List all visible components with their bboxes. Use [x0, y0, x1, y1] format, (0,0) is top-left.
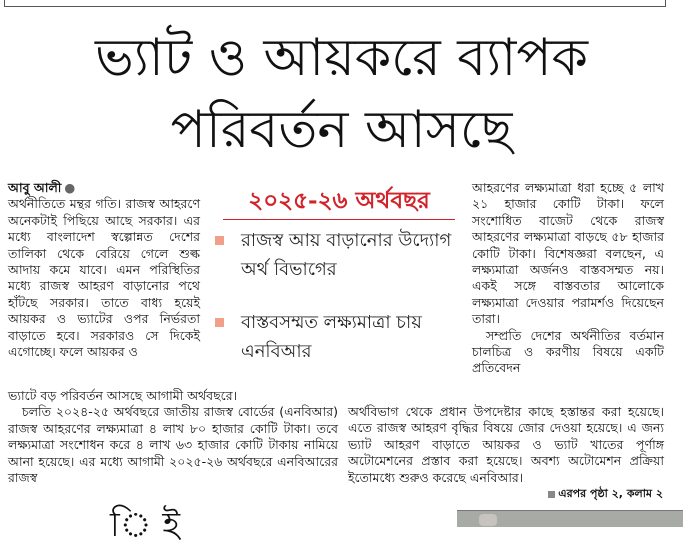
top-border [0, 0, 683, 14]
left-para-2: চলতি ২০২৪-২৫ অর্থবছরে জাতীয় রাজস্ব বোর্ডের (এনবিআর) রাজস্ব আহরণের লক্ষ্যমাত্রা ৪ লাখ ৮০ হাজার কোটি টাকা। তবে লক্ষ্যমাত্রা সংশোধন করে ৪ লাখ ৬৩ হাজার কোটি টাকায় নামিয়ে আনা হয়েছে। এর মধ্যে আগামী ২০২৫-২৬ অর্থবছরে এনবিআরের রাজস্ব [8, 404, 338, 486]
right-para-1: আহরণের লক্ষ্যমাত্রা ধরা হচ্ছে ৫ লাখ ২১ হাজার কোটি টাকা। ফলে সংশোধিত বাজেট থেকে রাজস্ব আহরণের লক্ষ্যমাত্রা বাড়ছে ৫৮ হাজার কোটি টাকা। বিশেষজ্ঞরা বলছেন, এ লক্ষ্যমাত্রা অর্জনও বাস্তবসম্মত নয়। একই সঙ্গে বাস্তবতার আলোকে লক্ষ্যমাত্রা দেওয়ার পরামর্শও দিয়েছেন তারা। [472, 180, 664, 327]
bullet-square-icon [215, 236, 224, 245]
next-article-photo [457, 510, 683, 527]
bullet-2-text: বাস্তবসম্মত লক্ষ্যমাত্রা চায় এনবিআর [241, 312, 422, 362]
left-para-1-tail: ভ্যাটে বড় পরিবর্তন আসছে আগামী অর্থবছরে। [8, 388, 238, 403]
bullet-square-icon [215, 318, 224, 327]
bullet-1-text: রাজস্ব আয় বাড়ানোর উদ্যোগ অর্থ বিভাগের [241, 230, 452, 280]
fiscal-year-heading: ২০২৫-২৬ অর্থবছর [213, 182, 465, 222]
right-column [472, 180, 664, 377]
continue-square-icon [548, 491, 555, 498]
byline: আবু আলী ● [8, 180, 76, 195]
right-para-2-tail: অর্থবিভাগ থেকে প্রধান উপদেষ্টার কাছে হস্তান্তর করা হয়েছে। এতে রাজস্ব আহরণ বৃদ্ধির বিষয়ে জোর দেওয়া হয়েছে। এ জন্য ভ্যাট আহরণ বাড়াতে আয়কর ও ভ্যাট খাতের পূর্ণাঙ্গ অটোমেশনের প্রস্তাব করা হয়েছে। অবশ্য অটোমেশন প্রক্রিয়া ইতোমধ্যে শুরুও করেছে এনবিআর। [348, 404, 664, 485]
left-column-wide [8, 388, 338, 486]
continued-note[interactable]: এরপর পৃষ্ঠা ২, কলাম ২ [548, 485, 663, 504]
headline-line-2: পরিবর্তন আসছে [170, 100, 513, 160]
byline-dot-icon: ● [64, 180, 76, 195]
next-article-headline: ি ই [110, 505, 181, 545]
headline-line-1: ভ্যাট ও আয়করে ব্যাপক [94, 28, 589, 88]
right-column-wide [348, 404, 664, 486]
right-para-2: সম্প্রতি দেশের অর্থনীতির বর্তমান চালচিত্র ও করণীয় বিষয়ে একটি প্রতিবেদন [472, 327, 664, 376]
left-column [8, 180, 200, 360]
left-para-1: অর্থনীতিতে মন্থর গতি। রাজস্ব আহরণে অনেকটাই পিছিয়ে আছে সরকার। এর মধ্যে বাংলাদেশ স্বল্পোন্নত দেশের তালিকা থেকে বেরিয়ে গেলে শুল্ক আদায় কমে যাবে। এমন পরিস্থিতির মধ্যে রাজস্ব আহরণ বাড়ানোর পথে হাঁটছে সরকার। তাতে বাধ্য হয়েই আয়কর ও ভ্যাটের ওপর নির্ভরতা বাড়াতে হবে। সরকারও সে দিকেই এগোচ্ছে। ফলে আয়কর ও [8, 196, 200, 360]
